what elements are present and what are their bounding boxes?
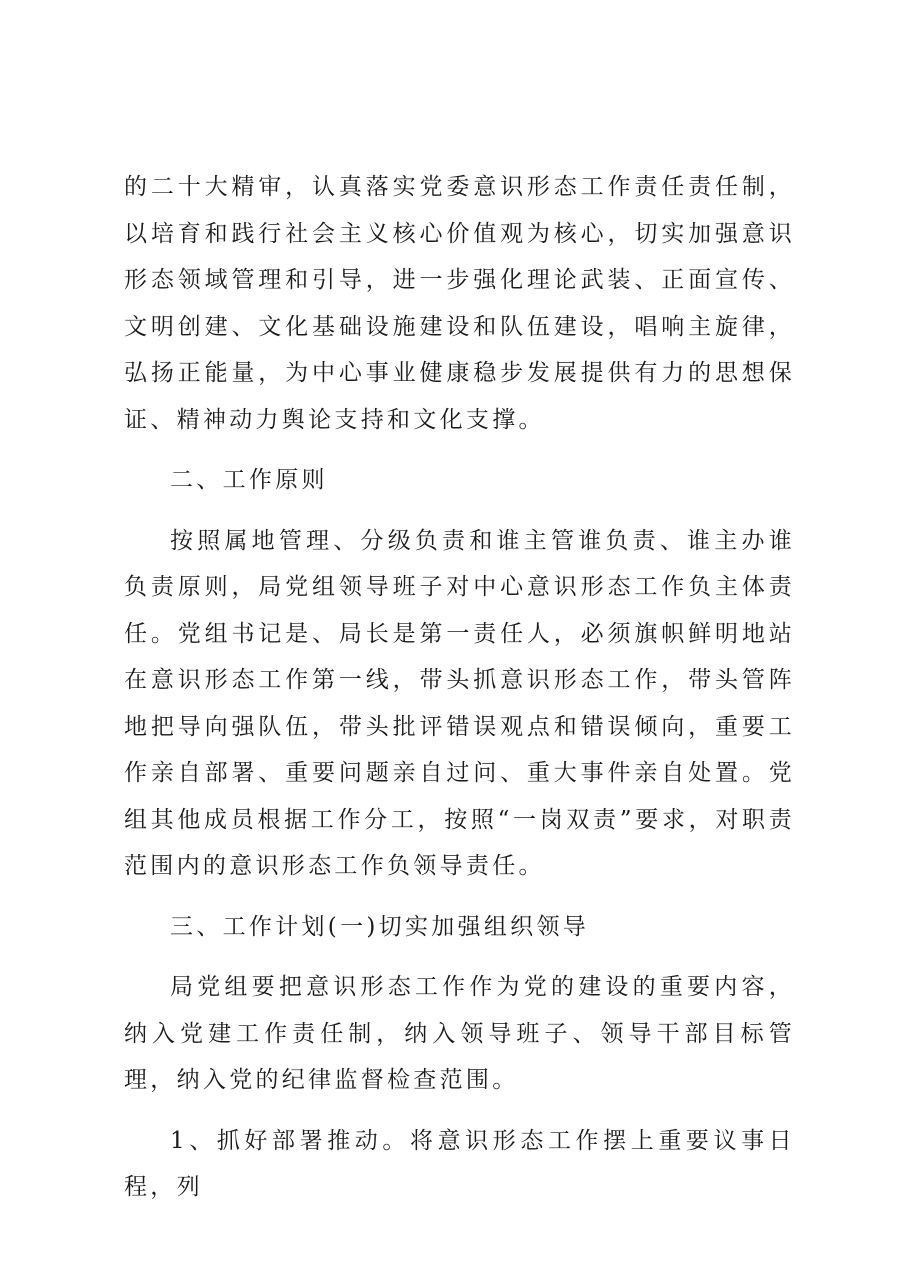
section-heading-work-plan: 三、工作计划(一)切实加强组织领导 <box>170 913 590 940</box>
section-heading-work-principles: 二、工作原则 <box>170 467 328 493</box>
paragraph-intro-continuation: 的二十大精审，认真落实党委意识形态工作责任责任制，以培育和践行社会主义核心价值观为核心，切实加强意识形态领域管理和引导，进一步强化理论武装、正面宣传、文明创建、文化基础设施建设和队伍建设，唱响主旋律，弘扬正能量，为中心事业健康稳步发展提供有力的思想保证、精神动力舆论支持和文化支撑。 <box>124 174 795 433</box>
document-body <box>124 164 795 1225</box>
paragraph-deployment: 1、抓好部署推动。将意识形态工作摆上重要议事日程，列 <box>124 1127 795 1200</box>
paragraph-work-principles: 按照属地管理、分级负责和谁主管谁负责、谁主办谁负责原则，局党组领导班子对中心意识形态工作负主体责任。党组书记是、局长是第一责任人，必须旗帜鲜明地站在意识形态工作第一线，带头抓意识形态工作，带头管阵地把导向强队伍，带头批评错误观点和错误倾向，重要工作亲自部署、重要问题亲自过问、重大事件亲自处置。党组其他成员根据工作分工，按照“一岗双责”要求，对职责范围内的意识形态工作负领导责任。 <box>124 527 795 879</box>
paragraph-organization-leadership: 局党组要把意识形态工作作为党的建设的重要内容，纳入党建工作责任制，纳入领导班子、领导干部目标管理，纳入党的纪律监督检查范围。 <box>124 974 795 1093</box>
